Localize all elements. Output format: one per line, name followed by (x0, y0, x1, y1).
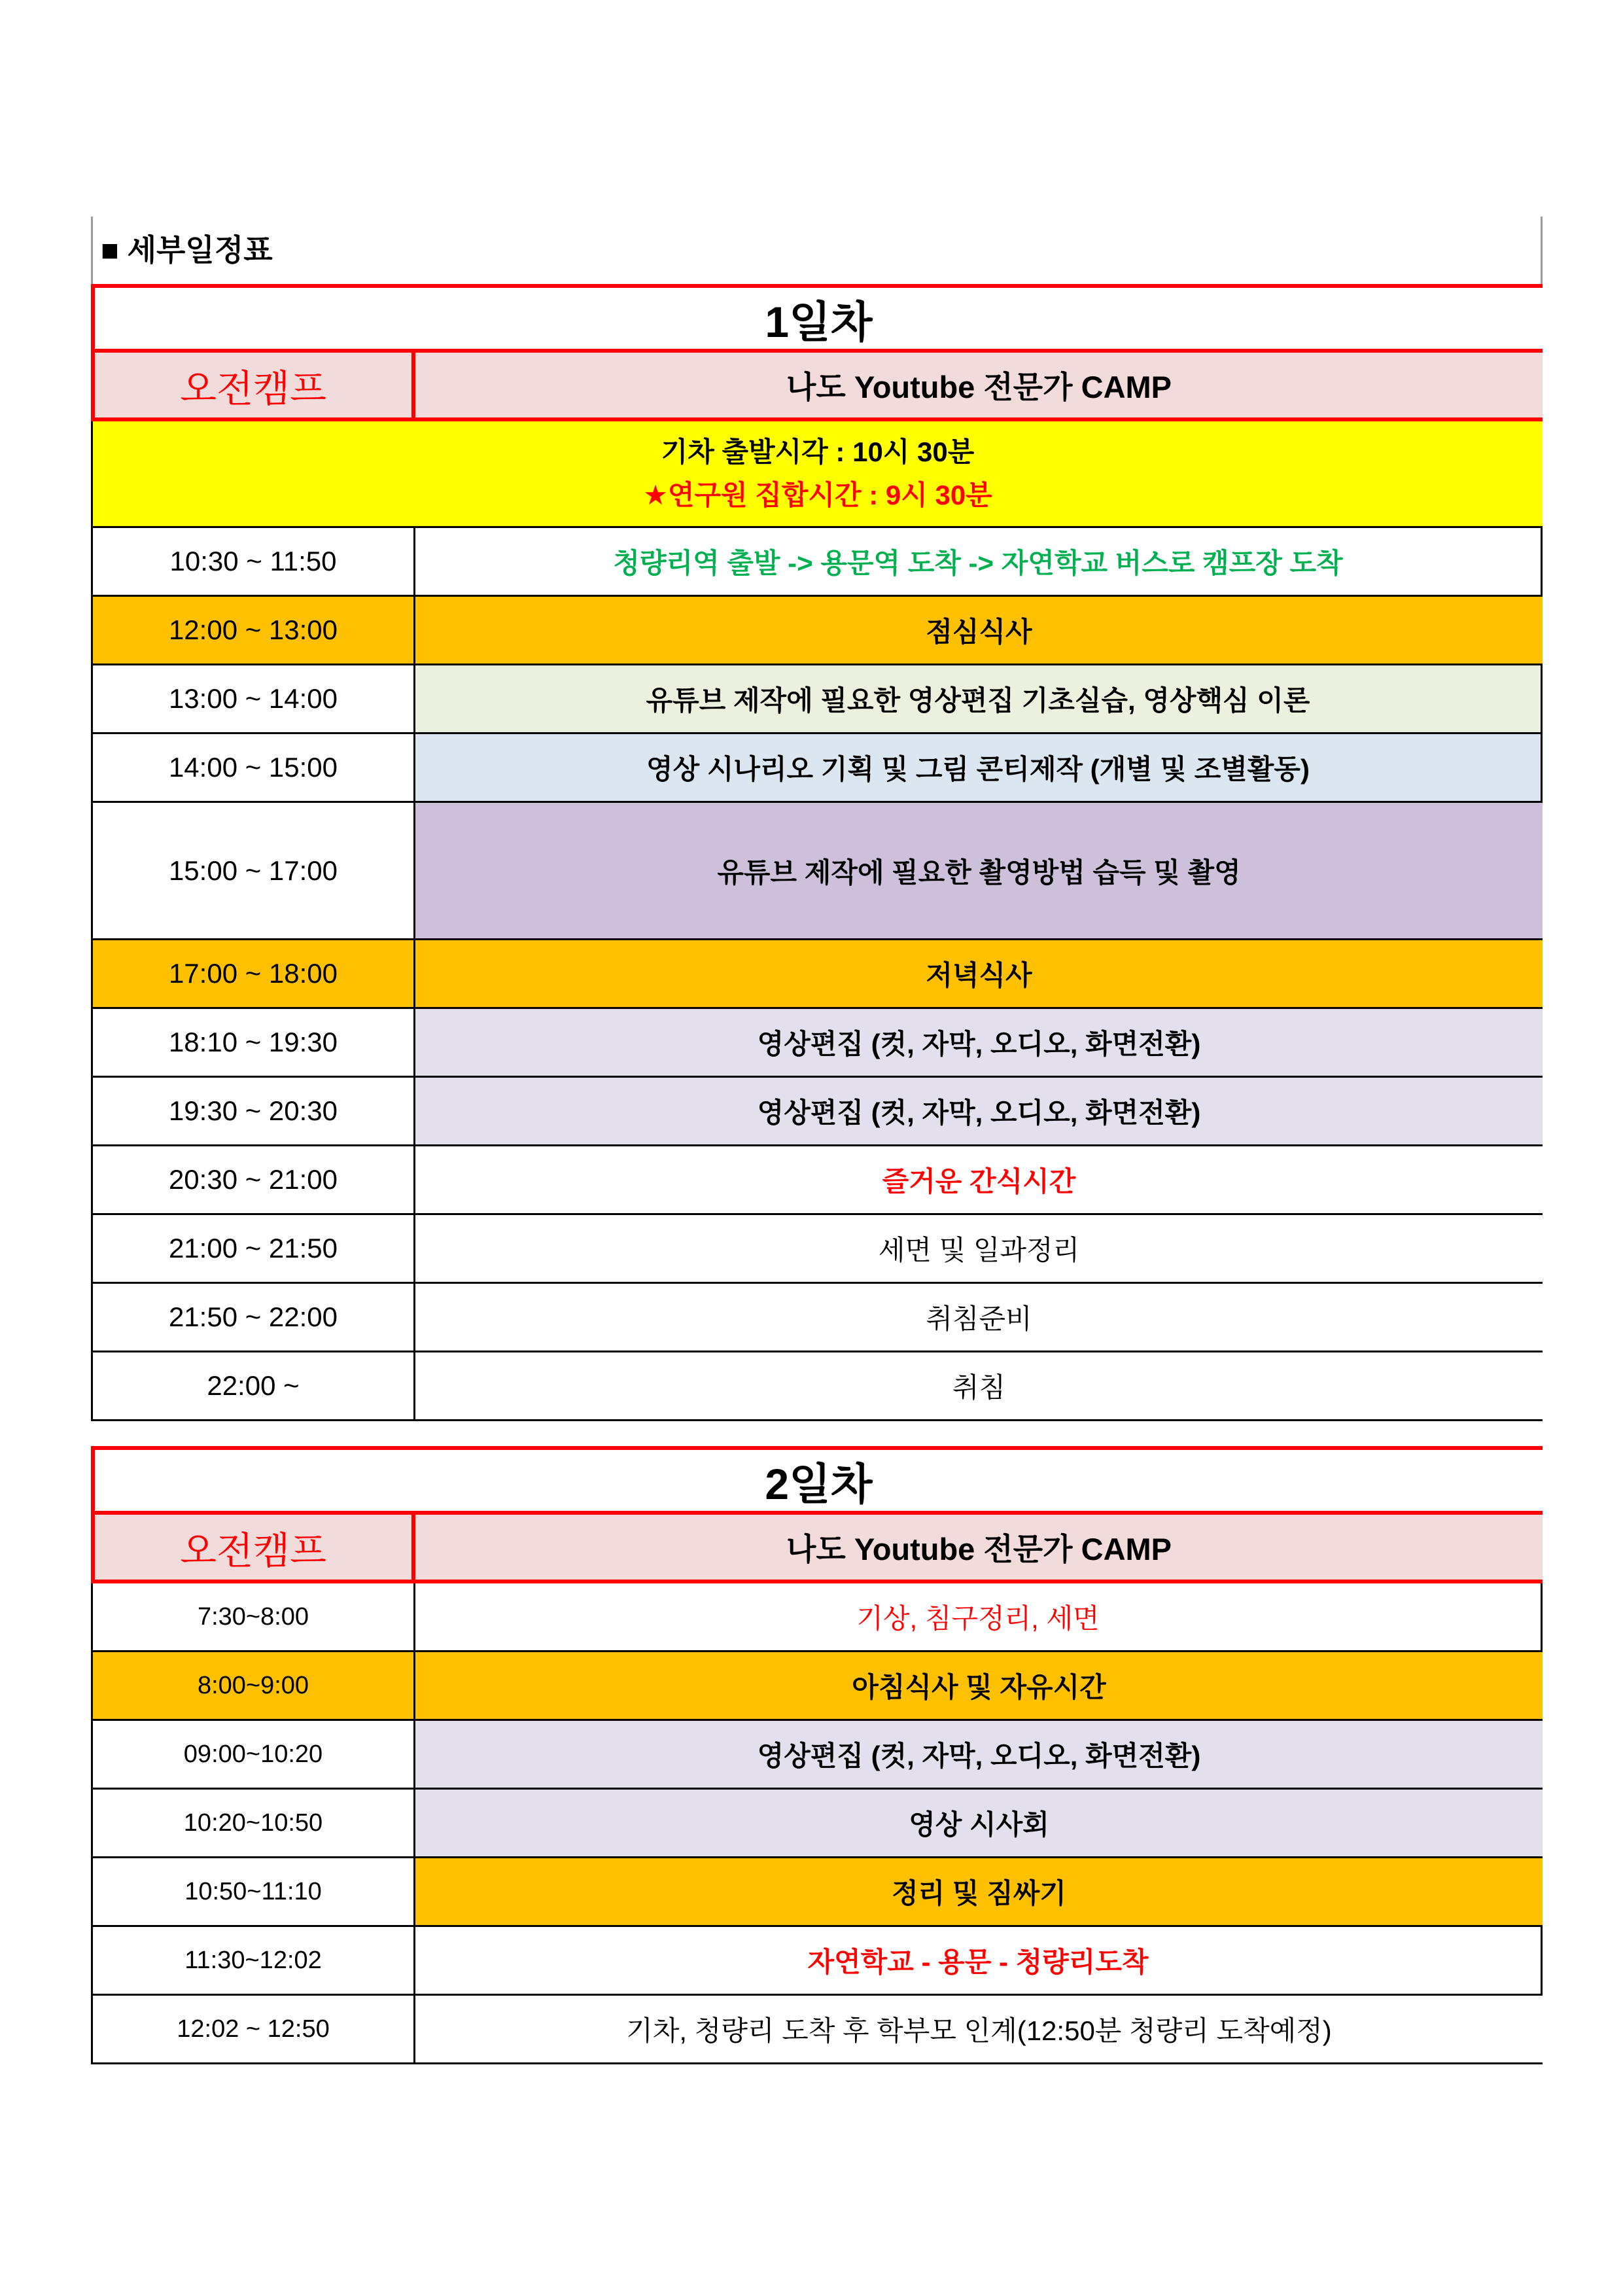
section-title-box (91, 217, 1543, 284)
day-header-row (91, 1446, 1543, 1515)
schedule-row (91, 665, 1543, 734)
activity-cell: 자연학교 - 용문 - 청량리도착 (415, 1927, 1543, 1994)
schedule-row (91, 1078, 1543, 1146)
activity-cell: 영상 시사회 (415, 1790, 1543, 1856)
schedule-row (91, 1996, 1543, 2064)
time-cell: 22:00 ~ (91, 1352, 415, 1419)
camp-header-row (91, 1515, 1543, 1583)
activity-cell: 유튜브 제작에 필요한 영상편집 기초실습, 영상핵심 이론 (415, 665, 1543, 732)
time-cell: 11:30~12:02 (91, 1927, 415, 1994)
activity-cell: 청량리역 출발 -> 용문역 도착 -> 자연학교 버스로 캠프장 도착 (415, 528, 1543, 595)
schedule-row (91, 1146, 1543, 1215)
time-cell: 09:00~10:20 (91, 1721, 415, 1788)
camp-name: 나도 Youtube 전문가 CAMP (786, 1532, 1172, 1566)
schedule-row (91, 1927, 1543, 1996)
schedule-row (91, 940, 1543, 1009)
activity-cell: 아침식사 및 자유시간 (415, 1652, 1543, 1719)
departure-time-notice: 기차 출발시각 : 10시 30분 (661, 436, 975, 467)
notice-row (91, 421, 1543, 528)
day-header-row (91, 284, 1543, 353)
notice-cell (91, 421, 1543, 526)
day2-schedule-table (91, 1446, 1543, 2064)
section-title: ■ 세부일정표 (101, 233, 273, 267)
activity-cell: 정리 및 짐싸기 (415, 1858, 1543, 1925)
time-cell: 18:10 ~ 19:30 (91, 1009, 415, 1076)
schedule-row (91, 1583, 1543, 1652)
time-cell: 7:30~8:00 (91, 1583, 415, 1650)
schedule-row (91, 1652, 1543, 1721)
schedule-row (91, 803, 1543, 940)
time-cell: 10:20~10:50 (91, 1790, 415, 1856)
time-cell: 12:02 ~ 12:50 (91, 1996, 415, 2062)
camp-name: 나도 Youtube 전문가 CAMP (786, 370, 1172, 404)
camp-label: 오전캠프 (91, 353, 415, 417)
schedule-row (91, 1215, 1543, 1284)
schedule-row (91, 1790, 1543, 1858)
gathering-time-notice: ★연구원 집합시간 : 9시 30분 (643, 480, 992, 510)
schedule-row (91, 597, 1543, 665)
time-cell: 19:30 ~ 20:30 (91, 1078, 415, 1144)
activity-cell: 취침 (952, 1372, 1006, 1403)
time-cell: 10:30 ~ 11:50 (91, 528, 415, 595)
time-cell: 10:50~11:10 (91, 1858, 415, 1925)
schedule-row (91, 1284, 1543, 1352)
time-cell: 14:00 ~ 15:00 (91, 734, 415, 801)
time-cell: 8:00~9:00 (91, 1652, 415, 1719)
activity-cell: 영상편집 (컷, 자막, 오디오, 화면전환) (415, 1009, 1543, 1076)
activity-cell: 영상 시나리오 기획 및 그림 콘티제작 (개별 및 조별활동) (415, 734, 1543, 801)
time-cell: 20:30 ~ 21:00 (91, 1146, 415, 1213)
activity-cell: 영상편집 (컷, 자막, 오디오, 화면전환) (415, 1078, 1543, 1144)
camp-label: 오전캠프 (91, 1515, 415, 1580)
camp-header-row (91, 353, 1543, 421)
schedule-row (91, 1721, 1543, 1790)
schedule-row (91, 1009, 1543, 1078)
time-cell: 15:00 ~ 17:00 (91, 803, 415, 938)
activity-cell: 세면 및 일과정리 (878, 1235, 1080, 1265)
activity-cell: 취침준비 (926, 1303, 1032, 1334)
activity-cell: 기상, 침구정리, 세면 (415, 1583, 1543, 1650)
time-cell: 21:00 ~ 21:50 (91, 1215, 415, 1282)
day-title: 1일차 (91, 288, 1543, 349)
day-title: 2일차 (91, 1450, 1543, 1511)
activity-cell: 점심식사 (415, 597, 1543, 663)
time-cell: 13:00 ~ 14:00 (91, 665, 415, 732)
schedule-row (91, 734, 1543, 803)
time-cell: 12:00 ~ 13:00 (91, 597, 415, 663)
activity-cell: 기차, 청량리 도착 후 학부모 인계(12:50분 청량리 도착예정) (626, 2015, 1332, 2046)
activity-cell: 즐거운 간식시간 (882, 1166, 1076, 1197)
schedule-row (91, 1352, 1543, 1421)
time-cell: 17:00 ~ 18:00 (91, 940, 415, 1007)
schedule-row (91, 1858, 1543, 1927)
activity-cell: 저녁식사 (415, 940, 1543, 1007)
schedule-row (91, 528, 1543, 597)
activity-cell: 영상편집 (컷, 자막, 오디오, 화면전환) (415, 1721, 1543, 1788)
time-cell: 21:50 ~ 22:00 (91, 1284, 415, 1351)
day1-schedule-table (91, 284, 1543, 1421)
activity-cell: 유튜브 제작에 필요한 촬영방법 습득 및 촬영 (415, 803, 1543, 938)
